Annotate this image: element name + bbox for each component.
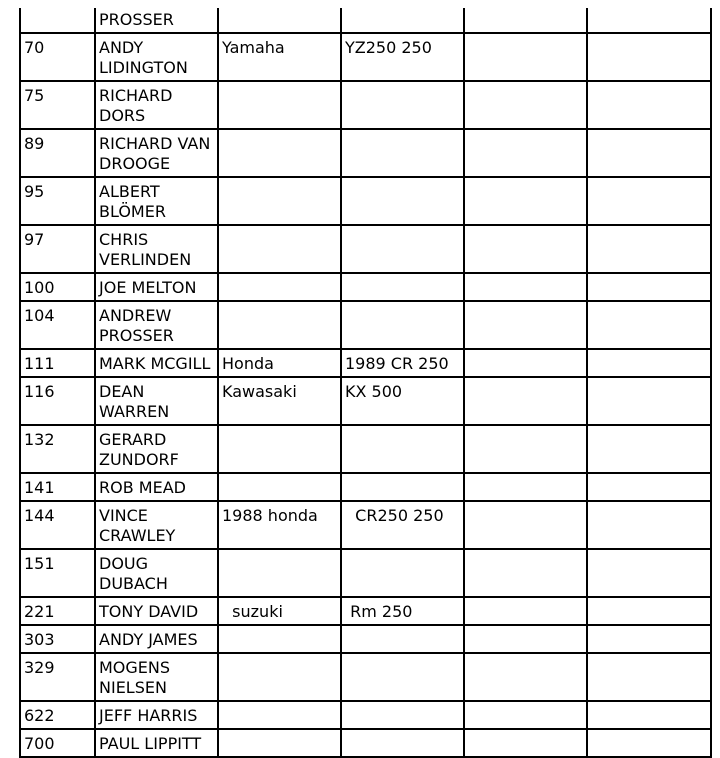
bike-model-cell — [341, 129, 464, 177]
empty-cell — [464, 625, 587, 653]
bike-make-cell — [218, 653, 341, 701]
empty-cell — [587, 549, 711, 597]
rider-number-cell: 700 — [20, 729, 95, 757]
rider-name-cell: JOE MELTON — [95, 273, 218, 301]
empty-cell — [464, 549, 587, 597]
bike-make-cell — [218, 729, 341, 757]
table-row — [20, 81, 711, 129]
empty-cell — [464, 81, 587, 129]
bike-make-cell — [218, 425, 341, 473]
table-row — [20, 473, 711, 501]
bike-make-cell — [218, 225, 341, 273]
table-row — [20, 501, 711, 549]
table-row — [20, 33, 711, 81]
empty-cell — [464, 377, 587, 425]
empty-cell — [464, 653, 587, 701]
empty-cell — [464, 425, 587, 473]
rider-name-cell: CHRIS VERLINDEN — [95, 225, 218, 273]
table-row — [20, 425, 711, 473]
empty-cell — [587, 273, 711, 301]
rider-name-cell: ANDY JAMES — [95, 625, 218, 653]
empty-cell — [587, 81, 711, 129]
empty-cell — [587, 349, 711, 377]
bike-make-cell: Kawasaki — [218, 377, 341, 425]
table-row — [20, 177, 711, 225]
bike-make-cell — [218, 273, 341, 301]
table-row — [20, 377, 711, 425]
bike-model-cell: YZ250 250 — [341, 33, 464, 81]
rider-name-cell: TONY DAVID — [95, 597, 218, 625]
bike-make-cell: 1988 honda — [218, 501, 341, 549]
bike-model-cell — [341, 701, 464, 729]
table-row — [20, 129, 711, 177]
empty-cell — [587, 501, 711, 549]
rider-name-cell: PAUL LIPPITT — [95, 729, 218, 757]
rider-number-cell: 151 — [20, 549, 95, 597]
bike-model-cell — [341, 653, 464, 701]
bike-make-cell — [218, 473, 341, 501]
rider-name-cell: ANDY LIDINGTON — [95, 33, 218, 81]
bike-model-cell — [341, 549, 464, 597]
empty-cell — [464, 501, 587, 549]
empty-cell — [464, 33, 587, 81]
rider-name-cell: MOGENS NIELSEN — [95, 653, 218, 701]
empty-cell — [587, 425, 711, 473]
empty-cell — [587, 129, 711, 177]
empty-cell — [587, 177, 711, 225]
empty-cell — [464, 273, 587, 301]
table-row — [20, 653, 711, 701]
bike-make-cell — [218, 8, 341, 33]
bike-make-cell — [218, 81, 341, 129]
empty-cell — [587, 701, 711, 729]
rider-number-cell: 221 — [20, 597, 95, 625]
empty-cell — [464, 129, 587, 177]
rider-number-cell: 622 — [20, 701, 95, 729]
rider-name-cell: PROSSER — [95, 8, 218, 33]
empty-cell — [587, 8, 711, 33]
bike-make-cell: suzuki — [218, 597, 341, 625]
rider-number-cell: 116 — [20, 377, 95, 425]
empty-cell — [464, 177, 587, 225]
rider-name-cell: GERARD ZUNDORF — [95, 425, 218, 473]
table-row — [20, 701, 711, 729]
empty-cell — [587, 729, 711, 757]
rider-name-cell: ALBERT BLÖMER — [95, 177, 218, 225]
bike-model-cell: CR250 250 — [341, 501, 464, 549]
bike-model-cell — [341, 425, 464, 473]
bike-make-cell — [218, 549, 341, 597]
rider-number-cell: 111 — [20, 349, 95, 377]
bike-model-cell: KX 500 — [341, 377, 464, 425]
rider-number-cell: 75 — [20, 81, 95, 129]
bike-model-cell — [341, 625, 464, 653]
empty-cell — [464, 701, 587, 729]
rider-number-cell: 141 — [20, 473, 95, 501]
empty-cell — [464, 597, 587, 625]
table-row — [20, 225, 711, 273]
empty-cell — [587, 473, 711, 501]
rider-name-cell: RICHARD DORS — [95, 81, 218, 129]
rider-number-cell: 144 — [20, 501, 95, 549]
bike-make-cell — [218, 625, 341, 653]
table-row — [20, 8, 711, 33]
empty-cell — [464, 349, 587, 377]
bike-model-cell — [341, 301, 464, 349]
empty-cell — [464, 729, 587, 757]
rider-name-cell: DOUG DUBACH — [95, 549, 218, 597]
entry-table — [19, 8, 712, 758]
bike-make-cell — [218, 301, 341, 349]
table-row — [20, 625, 711, 653]
rider-number-cell: 95 — [20, 177, 95, 225]
bike-make-cell — [218, 129, 341, 177]
bike-model-cell — [341, 177, 464, 225]
rider-name-cell: RICHARD VAN DROOGE — [95, 129, 218, 177]
table-row — [20, 729, 711, 757]
rider-name-cell: ANDREW PROSSER — [95, 301, 218, 349]
rider-number-cell — [20, 8, 95, 33]
empty-cell — [464, 225, 587, 273]
bike-model-cell — [341, 473, 464, 501]
empty-cell — [587, 653, 711, 701]
rider-name-cell: VINCE CRAWLEY — [95, 501, 218, 549]
bike-model-cell — [341, 729, 464, 757]
rider-name-cell: ROB MEAD — [95, 473, 218, 501]
empty-cell — [587, 225, 711, 273]
rider-number-cell: 303 — [20, 625, 95, 653]
bike-make-cell: Yamaha — [218, 33, 341, 81]
empty-cell — [464, 473, 587, 501]
rider-number-cell: 132 — [20, 425, 95, 473]
bike-model-cell: Rm 250 — [341, 597, 464, 625]
empty-cell — [464, 301, 587, 349]
table-row — [20, 597, 711, 625]
entry-table-body — [20, 8, 711, 757]
bike-model-cell: 1989 CR 250 — [341, 349, 464, 377]
empty-cell — [464, 8, 587, 33]
bike-model-cell — [341, 8, 464, 33]
bike-model-cell — [341, 225, 464, 273]
empty-cell — [587, 597, 711, 625]
bike-make-cell — [218, 177, 341, 225]
bike-make-cell: Honda — [218, 349, 341, 377]
empty-cell — [587, 377, 711, 425]
empty-cell — [587, 33, 711, 81]
table-row — [20, 549, 711, 597]
rider-number-cell: 89 — [20, 129, 95, 177]
table-row — [20, 349, 711, 377]
rider-number-cell: 104 — [20, 301, 95, 349]
rider-number-cell: 70 — [20, 33, 95, 81]
rider-number-cell: 97 — [20, 225, 95, 273]
rider-number-cell: 100 — [20, 273, 95, 301]
empty-cell — [587, 625, 711, 653]
rider-name-cell: DEAN WARREN — [95, 377, 218, 425]
table-row — [20, 273, 711, 301]
bike-model-cell — [341, 81, 464, 129]
table-row — [20, 301, 711, 349]
rider-name-cell: MARK MCGILL — [95, 349, 218, 377]
rider-name-cell: JEFF HARRIS — [95, 701, 218, 729]
rider-number-cell: 329 — [20, 653, 95, 701]
bike-make-cell — [218, 701, 341, 729]
empty-cell — [587, 301, 711, 349]
bike-model-cell — [341, 273, 464, 301]
